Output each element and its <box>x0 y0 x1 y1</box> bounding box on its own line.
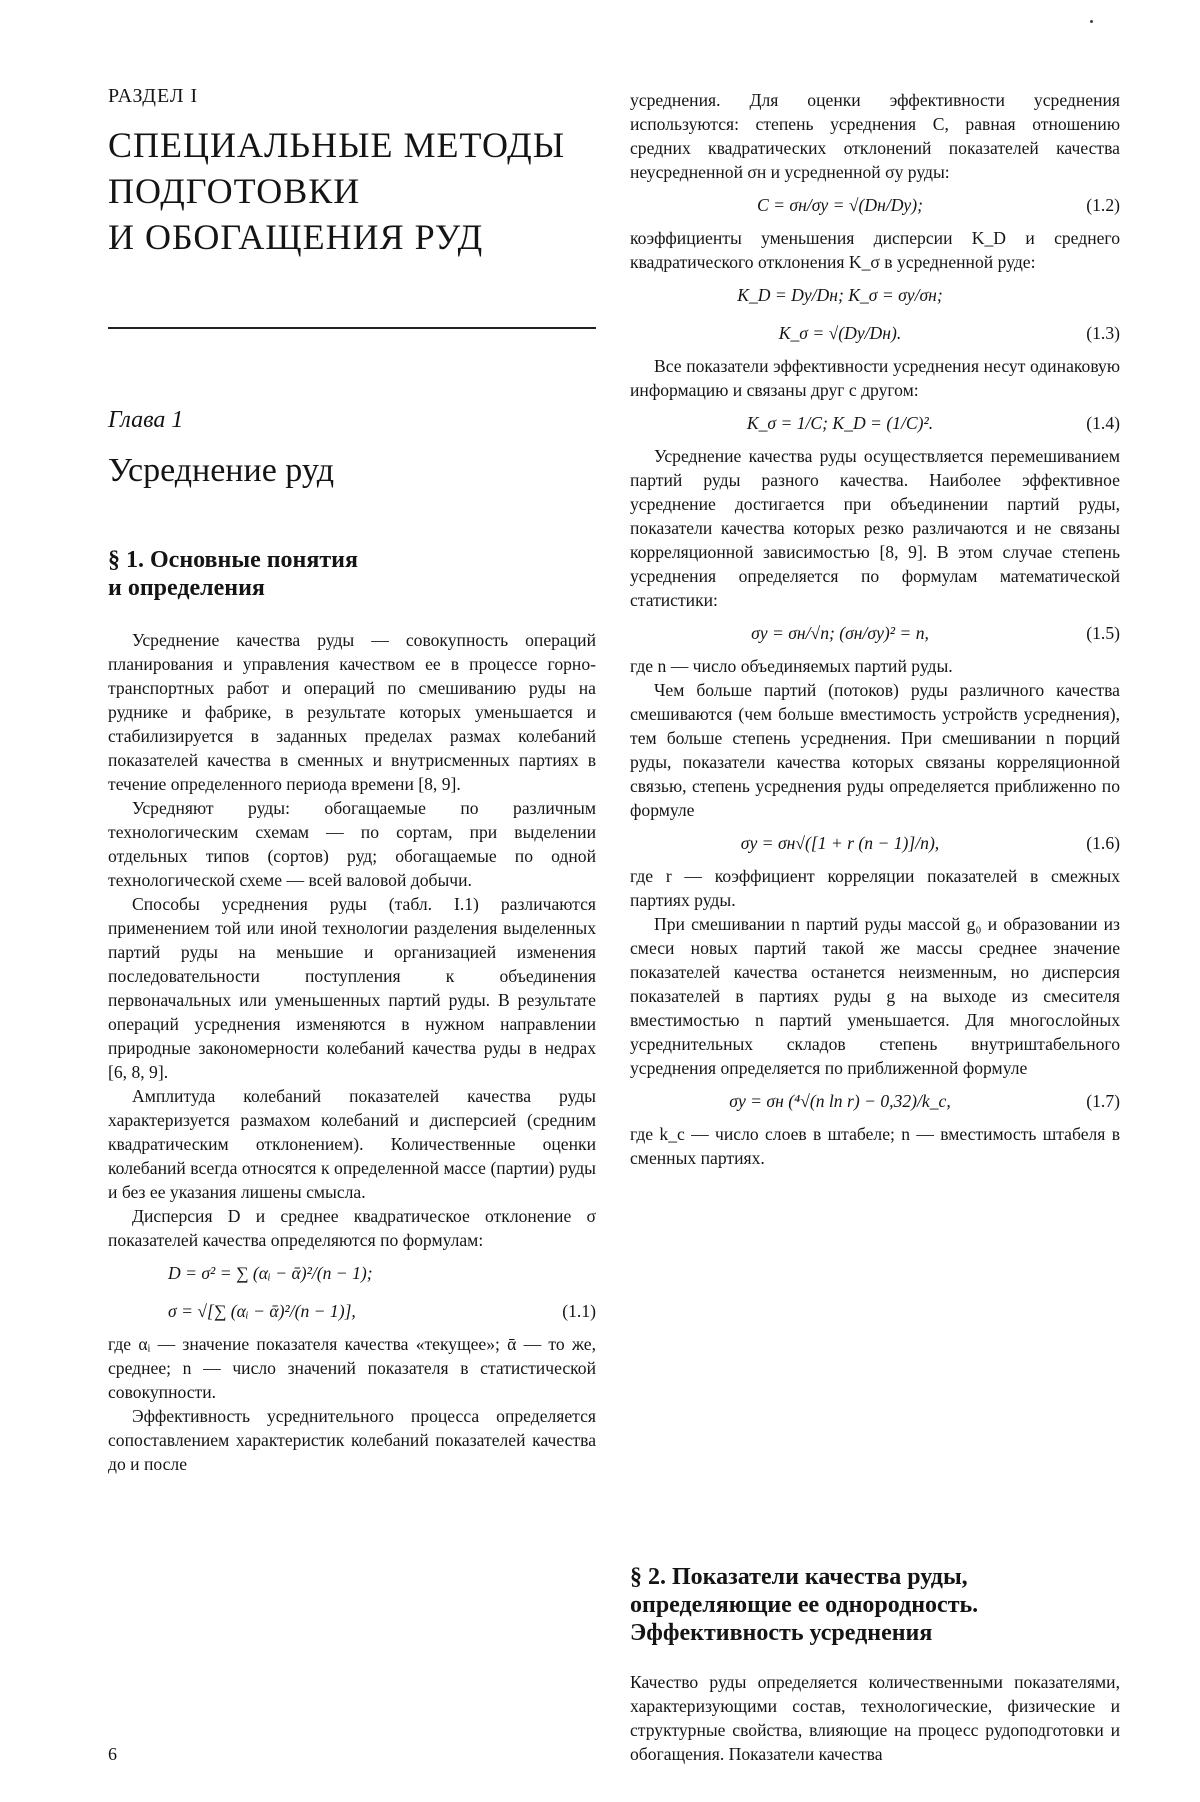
paragraph: Качество руды определяется количественными показателями, характеризующими состав, технологические, физические и структурные свойства, влияющие на процесс рудоподготовки и обогащения. Показатели качества <box>630 1672 1120 1764</box>
formula-expression: D = σ² = ∑ (αᵢ − ᾱ)²/(n − 1); <box>168 1263 373 1283</box>
formula-1-1-line2 <box>108 1294 596 1328</box>
formula-expression: C = σн/σу = √(Dн/Dу); <box>757 195 923 215</box>
heading-line: § 2. Показатели качества руды, <box>630 1564 968 1590</box>
horizontal-rule <box>108 327 596 329</box>
formula-1-3-line2 <box>630 316 1120 350</box>
paragraph: При смешивании n партий руды массой g₀ и образовании из смеси новых партий такой же массы среднее значение показателей качества останется неизменным, но дисперсия показателей в партиях руды g на выходе из смесителя вместимостью n партий уменьшается. Для многослойных усреднительных складов степень внутриштабельного усреднения определяется по приближенной формуле <box>630 914 1120 1078</box>
section-label: РАЗДЕЛ I <box>108 85 199 107</box>
paragraph: Чем больше партий (потоков) руды различного качества смешиваются (чем больше вместимость устройств усреднения), тем больше степень усреднения. При смешивании n порций руды, показатели качества которых связаны корреляционной связью, степень усреднения руды определяется приближенно по формуле <box>630 680 1120 820</box>
scan-speck <box>1090 20 1093 23</box>
formula-expression: σу = σн (⁴√(n ln r) − 0,32)/k_c, <box>729 1091 951 1111</box>
section-2-heading <box>630 1563 978 1647</box>
formula-number: (1.6) <box>1086 833 1120 853</box>
paragraph: где αᵢ — значение показателя качества «текущее»; ᾱ — то же, среднее; n — число значений показателя в статистической совокупности. <box>108 1334 596 1402</box>
part-title <box>108 122 565 260</box>
part-title-line: СПЕЦИАЛЬНЫЕ МЕТОДЫ <box>108 125 566 165</box>
section-1-body <box>108 628 596 1476</box>
paragraph: где r — коэффициент корреляции показателей в смежных партиях руды. <box>630 866 1120 910</box>
chapter-label: Глава 1 <box>108 407 184 433</box>
formula-number: (1.2) <box>1086 195 1120 215</box>
formula-1-1-line1 <box>108 1256 596 1290</box>
formula-1-4 <box>630 406 1120 440</box>
heading-line: определяющие ее однородность. <box>630 1592 979 1618</box>
paragraph: Дисперсия D и среднее квадратическое отклонение σ показателей качества определяются по формулам: <box>108 1206 596 1250</box>
section-1-heading <box>108 546 358 602</box>
paragraph: коэффициенты уменьшения дисперсии K_D и среднего квадратического отклонения K_σ в усредненной руде: <box>630 228 1120 272</box>
formula-number: (1.1) <box>562 1301 596 1321</box>
part-title-line: ПОДГОТОВКИ <box>108 171 361 211</box>
formula-expression: K_D = Dу/Dн; K_σ = σу/σн; <box>737 285 943 305</box>
heading-line: Эффективность усреднения <box>630 1620 933 1646</box>
paragraph: где k_c — число слоев в штабеле; n — вместимость штабеля в сменных партиях. <box>630 1124 1120 1168</box>
formula-number: (1.3) <box>1086 323 1120 343</box>
paragraph: Амплитуда колебаний показателей качества руды характеризуется размахом колебаний и дисперсией (средним квадратическим отклонением). Количественные оценки колебаний всегда относятся к определенной массе (партии) руды и без ее указания лишены смысла. <box>108 1086 596 1202</box>
formula-number: (1.5) <box>1086 623 1120 643</box>
part-title-line: И ОБОГАЩЕНИЯ РУД <box>108 217 484 257</box>
formula-1-6 <box>630 826 1120 860</box>
paragraph: усреднения. Для оценки эффективности усреднения используются: степень усреднения C, равная отношению средних квадратических отклонений показателей качества неусредненной σн и усредненной σу руды: <box>630 90 1120 182</box>
formula-expression: K_σ = √(Dу/Dн). <box>778 323 902 343</box>
paragraph: Все показатели эффективности усреднения несут одинаковую информацию и связаны друг с другом: <box>630 356 1120 400</box>
paragraph: Усреднение качества руды осуществляется перемешиванием партий руды разного качества. Наиболее эффективное усреднение достигается при объединении партий руды, показатели качества которых резко различаются и не связаны корреляционной зависимостью [8, 9]. В этом случае степень усреднения определяется по формулам математической статистики: <box>630 446 1120 610</box>
page-number: 6 <box>108 1744 117 1764</box>
paragraph: где n — число объединяемых партий руды. <box>630 656 953 676</box>
chapter-title: Усреднение руд <box>108 452 334 489</box>
formula-1-3-line1 <box>630 278 1120 312</box>
formula-expression: σу = σн/√n; (σн/σу)² = n, <box>751 623 929 643</box>
formula-number: (1.7) <box>1086 1091 1120 1111</box>
paragraph: Усреднение качества руды — совокупность операций планирования и управления качеством ее в процессе горно-транспортных работ и операций по смешиванию руды на руднике и фабрике, в результате которых уменьшается и стабилизируется в заданных пределах размах колебаний показателей качества в сменных и внутрисменных партиях в течение определенного периода времени [8, 9]. <box>108 630 596 794</box>
formula-1-5 <box>630 616 1120 650</box>
right-column-body <box>630 88 1120 1170</box>
formula-expression: σ = √[∑ (αᵢ − ᾱ)²/(n − 1)], <box>168 1301 356 1321</box>
formula-1-7 <box>630 1084 1120 1118</box>
paragraph: Усредняют руды: обогащаемые по различным технологическим схемам — по сортам, при выделении отдельных типов (сортов) руд; обогащаемые по одной технологической схеме — всей валовой добычи. <box>108 798 596 890</box>
paragraph: Способы усреднения руды (табл. I.1) различаются применением той или иной технологии разделения выделенных партий руды на меньшие и организацией изменения последовательности поступления к объединения первоначальных или уменьшенных партий руды. В результате операций усреднения изменяются в нужном направлении природные закономерности колебаний качества руды в недрах [6, 8, 9]. <box>108 894 596 1082</box>
section-2-body <box>630 1670 1120 1766</box>
formula-number: (1.4) <box>1086 413 1120 433</box>
formula-expression: σу = σн√([1 + r (n − 1)]/n), <box>740 833 940 853</box>
heading-line: и определения <box>108 575 265 601</box>
heading-line: § 1. Основные понятия <box>108 547 358 573</box>
formula-1-2 <box>630 188 1120 222</box>
paragraph: Эффективность усреднительного процесса определяется сопоставлением характеристик колебаний показателей качества до и после <box>108 1406 596 1474</box>
formula-expression: K_σ = 1/C; K_D = (1/C)². <box>746 413 934 433</box>
